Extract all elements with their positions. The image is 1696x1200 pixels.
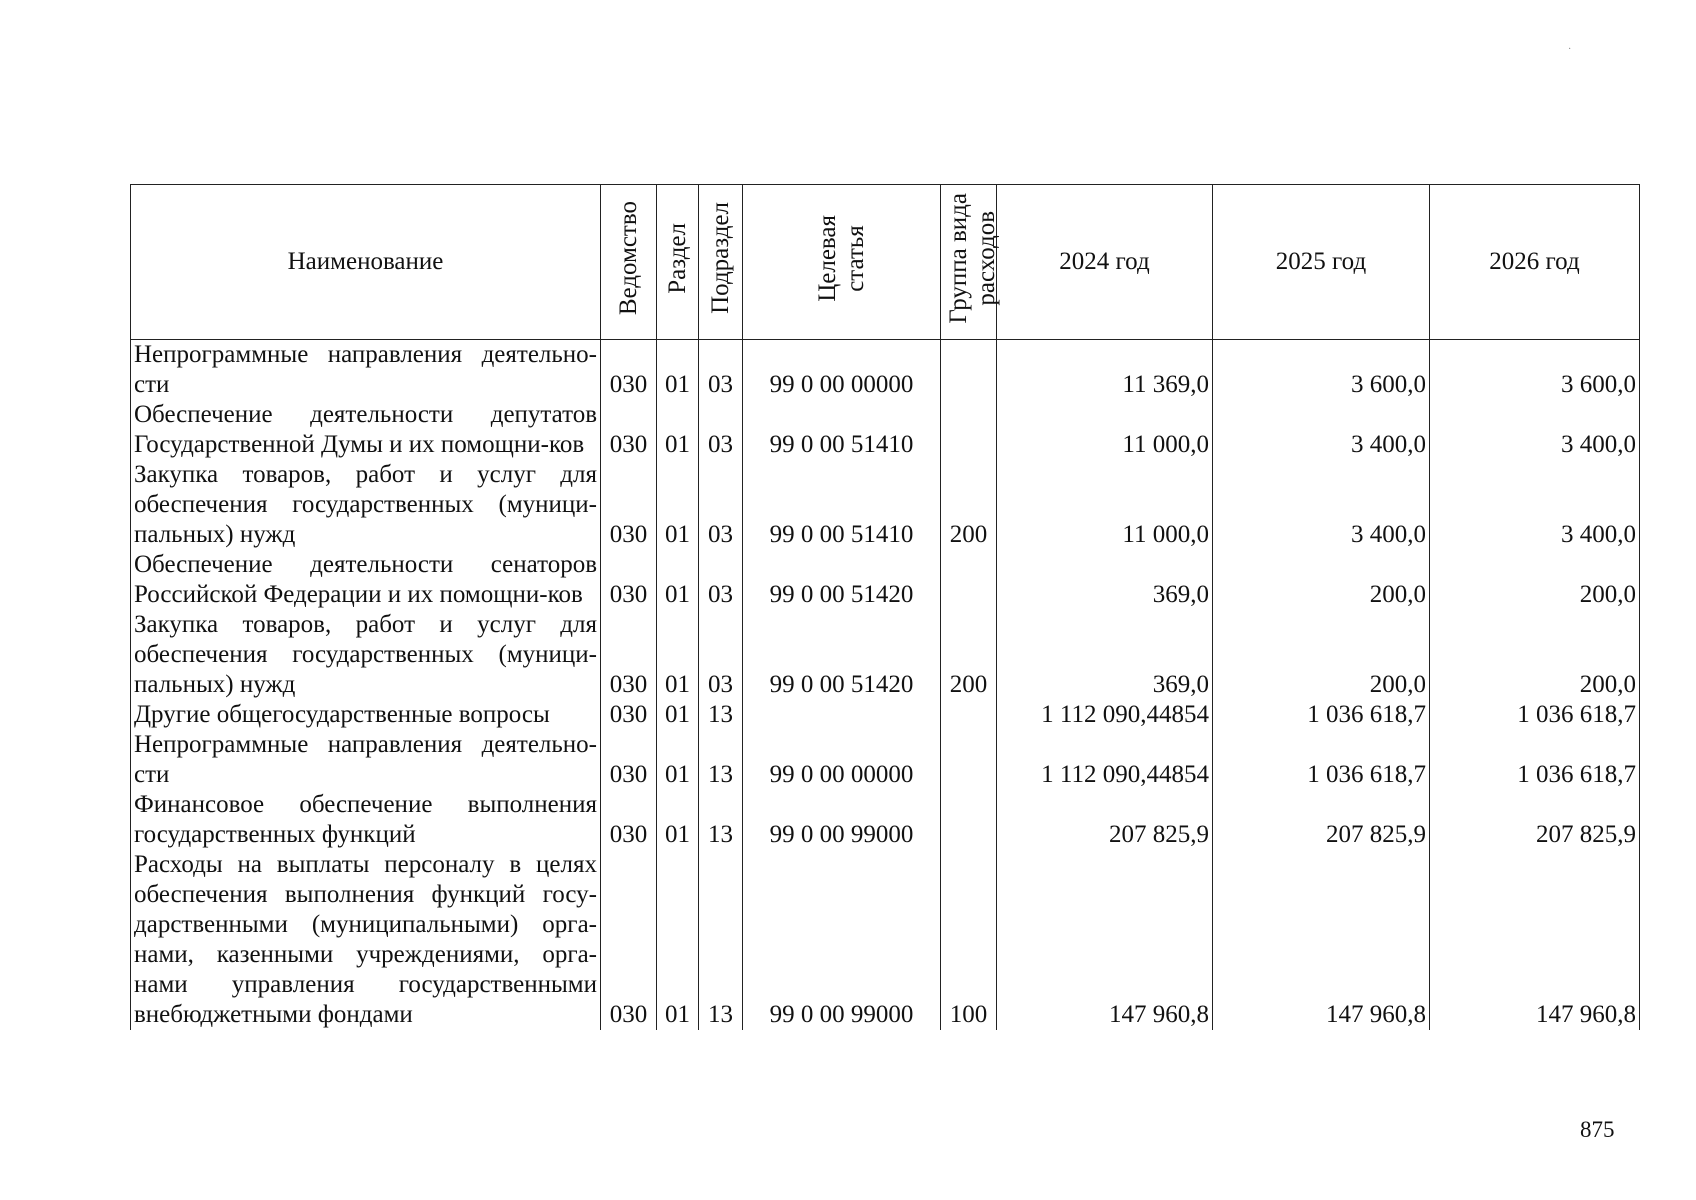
row-amount-2024: 207 825,9 bbox=[997, 790, 1213, 850]
table-row bbox=[131, 730, 1640, 790]
row-gruppa-vida-raskhodov bbox=[941, 700, 997, 730]
header-gruppa-vida-raskhodov: Группа вида расходов bbox=[941, 185, 997, 340]
budget-table-container bbox=[130, 184, 1639, 1030]
row-amount-2026: 3 400,0 bbox=[1430, 460, 1640, 550]
scan-mark: · bbox=[1568, 44, 1572, 55]
row-podrazdel: 13 bbox=[699, 730, 743, 790]
row-razdel: 01 bbox=[657, 700, 699, 730]
header-2026: 2026 год bbox=[1430, 185, 1640, 340]
row-gruppa-vida-raskhodov bbox=[941, 730, 997, 790]
row-razdel: 01 bbox=[657, 610, 699, 700]
row-amount-2025: 3 600,0 bbox=[1213, 340, 1430, 401]
row-tselevaya-statya: 99 0 00 99000 bbox=[743, 790, 941, 850]
table-row bbox=[131, 400, 1640, 460]
row-amount-2026: 1 036 618,7 bbox=[1430, 700, 1640, 730]
table-row bbox=[131, 850, 1640, 1030]
row-tselevaya-statya: 99 0 00 51420 bbox=[743, 550, 941, 610]
header-name: Наименование bbox=[131, 185, 601, 340]
row-gruppa-vida-raskhodov: 200 bbox=[941, 460, 997, 550]
row-name: Обеспечение деятельности сенаторов Российской Федерации и их помощни-ков bbox=[131, 550, 601, 610]
table-row bbox=[131, 700, 1640, 730]
row-amount-2025: 1 036 618,7 bbox=[1213, 700, 1430, 730]
row-vedomstvo: 030 bbox=[601, 790, 657, 850]
row-vedomstvo: 030 bbox=[601, 850, 657, 1030]
row-name: Обеспечение деятельности депутатов Государственной Думы и их помощни-ков bbox=[131, 400, 601, 460]
row-amount-2026: 147 960,8 bbox=[1430, 850, 1640, 1030]
row-amount-2024: 11 000,0 bbox=[997, 400, 1213, 460]
row-name: Расходы на выплаты персоналу в целях обеспечения выполнения функций госу-дарственными (муниципальными) орга-нами, казенными учреждениями, орга-нами управления государственными внебюджетными фондами bbox=[131, 850, 601, 1030]
row-vedomstvo: 030 bbox=[601, 550, 657, 610]
row-name: Закупка товаров, работ и услуг для обеспечения государственных (муници-пальных) нужд bbox=[131, 460, 601, 550]
row-amount-2025: 200,0 bbox=[1213, 550, 1430, 610]
row-tselevaya-statya: 99 0 00 51420 bbox=[743, 610, 941, 700]
row-name: Непрограммные направления деятельно-сти bbox=[131, 730, 601, 790]
row-amount-2024: 11 369,0 bbox=[997, 340, 1213, 401]
page-number: 875 bbox=[1580, 1117, 1615, 1142]
row-amount-2024: 147 960,8 bbox=[997, 850, 1213, 1030]
budget-table bbox=[130, 184, 1640, 1030]
row-tselevaya-statya: 99 0 00 51410 bbox=[743, 460, 941, 550]
row-podrazdel: 03 bbox=[699, 460, 743, 550]
row-amount-2024: 11 000,0 bbox=[997, 460, 1213, 550]
header-2025: 2025 год bbox=[1213, 185, 1430, 340]
row-amount-2026: 200,0 bbox=[1430, 610, 1640, 700]
row-razdel: 01 bbox=[657, 730, 699, 790]
row-podrazdel: 13 bbox=[699, 700, 743, 730]
header-razdel: Раздел bbox=[657, 185, 699, 340]
row-podrazdel: 13 bbox=[699, 850, 743, 1030]
row-tselevaya-statya: 99 0 00 51410 bbox=[743, 400, 941, 460]
table-row bbox=[131, 790, 1640, 850]
row-tselevaya-statya: 99 0 00 99000 bbox=[743, 850, 941, 1030]
row-gruppa-vida-raskhodov bbox=[941, 340, 997, 401]
header-podrazdel: Подраздел bbox=[699, 185, 743, 340]
row-amount-2024: 369,0 bbox=[997, 610, 1213, 700]
row-vedomstvo: 030 bbox=[601, 400, 657, 460]
row-podrazdel: 03 bbox=[699, 340, 743, 401]
row-razdel: 01 bbox=[657, 400, 699, 460]
row-amount-2025: 147 960,8 bbox=[1213, 850, 1430, 1030]
row-razdel: 01 bbox=[657, 850, 699, 1030]
row-tselevaya-statya: 99 0 00 00000 bbox=[743, 340, 941, 401]
row-gruppa-vida-raskhodov bbox=[941, 550, 997, 610]
row-vedomstvo: 030 bbox=[601, 700, 657, 730]
header-2024: 2024 год bbox=[997, 185, 1213, 340]
table-body bbox=[131, 340, 1640, 1031]
row-podrazdel: 03 bbox=[699, 550, 743, 610]
row-razdel: 01 bbox=[657, 340, 699, 401]
row-amount-2026: 3 600,0 bbox=[1430, 340, 1640, 401]
table-row bbox=[131, 610, 1640, 700]
row-amount-2025: 1 036 618,7 bbox=[1213, 730, 1430, 790]
row-tselevaya-statya bbox=[743, 700, 941, 730]
row-vedomstvo: 030 bbox=[601, 730, 657, 790]
row-amount-2025: 207 825,9 bbox=[1213, 790, 1430, 850]
row-amount-2025: 3 400,0 bbox=[1213, 460, 1430, 550]
row-vedomstvo: 030 bbox=[601, 460, 657, 550]
row-podrazdel: 03 bbox=[699, 400, 743, 460]
row-razdel: 01 bbox=[657, 460, 699, 550]
row-vedomstvo: 030 bbox=[601, 610, 657, 700]
row-podrazdel: 13 bbox=[699, 790, 743, 850]
row-name: Другие общегосударственные вопросы bbox=[131, 700, 601, 730]
row-amount-2026: 200,0 bbox=[1430, 550, 1640, 610]
row-amount-2024: 1 112 090,44854 bbox=[997, 730, 1213, 790]
row-gruppa-vida-raskhodov: 100 bbox=[941, 850, 997, 1030]
row-amount-2024: 1 112 090,44854 bbox=[997, 700, 1213, 730]
row-name: Финансовое обеспечение выполнения государственных функций bbox=[131, 790, 601, 850]
table-row bbox=[131, 550, 1640, 610]
row-gruppa-vida-raskhodov bbox=[941, 400, 997, 460]
row-amount-2024: 369,0 bbox=[997, 550, 1213, 610]
row-podrazdel: 03 bbox=[699, 610, 743, 700]
row-amount-2025: 3 400,0 bbox=[1213, 400, 1430, 460]
row-amount-2026: 1 036 618,7 bbox=[1430, 730, 1640, 790]
header-tselevaya-statya: Целевая статья bbox=[743, 185, 941, 340]
table-row bbox=[131, 340, 1640, 401]
row-razdel: 01 bbox=[657, 790, 699, 850]
table-row bbox=[131, 460, 1640, 550]
header-vedomstvo: Ведомство bbox=[601, 185, 657, 340]
row-razdel: 01 bbox=[657, 550, 699, 610]
row-amount-2026: 3 400,0 bbox=[1430, 400, 1640, 460]
row-gruppa-vida-raskhodov: 200 bbox=[941, 610, 997, 700]
table-header-row bbox=[131, 185, 1640, 340]
row-name: Закупка товаров, работ и услуг для обеспечения государственных (муници-пальных) нужд bbox=[131, 610, 601, 700]
row-gruppa-vida-raskhodov bbox=[941, 790, 997, 850]
row-vedomstvo: 030 bbox=[601, 340, 657, 401]
row-amount-2025: 200,0 bbox=[1213, 610, 1430, 700]
row-tselevaya-statya: 99 0 00 00000 bbox=[743, 730, 941, 790]
row-name: Непрограммные направления деятельно-сти bbox=[131, 340, 601, 401]
row-amount-2026: 207 825,9 bbox=[1430, 790, 1640, 850]
